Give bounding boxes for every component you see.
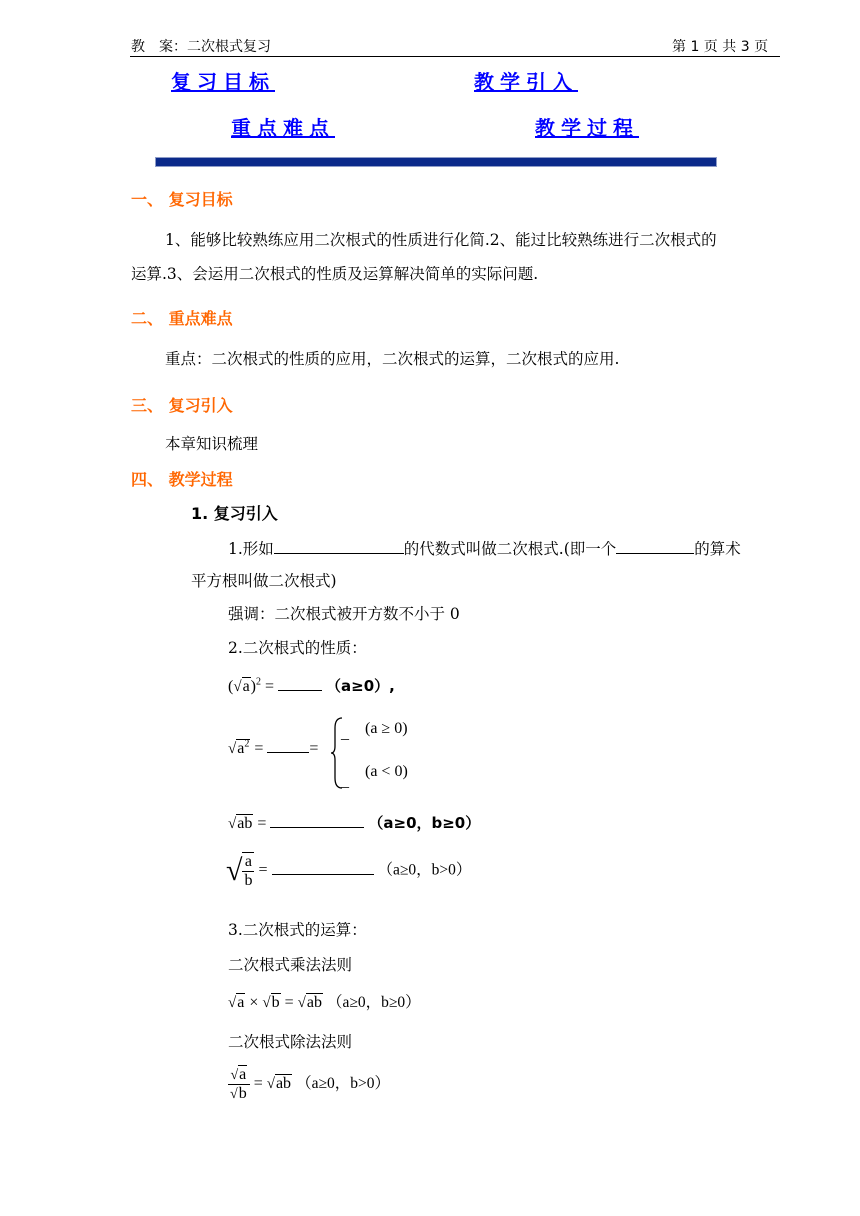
formula-sqrt-squared: $(√a)^2 = (a\ge 0)$, — [228, 676, 395, 695]
question-1-part-c: 的算术 — [694, 540, 741, 558]
answer-blank — [274, 539, 404, 554]
nav-link-key-points[interactable]: 重点难点 — [231, 116, 335, 140]
goals-text-line1: 1、能够比较熟练应用二次根式的性质进行化简.2、能过比较熟练进行二次根式的 — [165, 231, 717, 249]
header-title: 教 案：二次根式复习 — [131, 39, 271, 55]
answer-blank — [278, 676, 322, 691]
formula-sqrt-a-squared: $√a^2$ = = — [228, 738, 319, 757]
section-process-title: 四、 教学过程 — [131, 470, 233, 489]
section-goals-title: 一、 复习目标 — [131, 190, 233, 209]
question-1 — [228, 537, 741, 559]
multiplication-rule-title: 二次根式乘法法则 — [228, 956, 353, 974]
formula-3-condition: （a≥0，b≥0） — [368, 814, 481, 832]
brace-blank-1: _ — [341, 725, 349, 742]
division-condition: （a≥0，b>0） — [296, 1075, 390, 1093]
operations-title: 3.二次根式的运算： — [228, 921, 367, 939]
goals-text-line2: 运算.3、会运用二次根式的性质及运算解决简单的实际问题. — [131, 265, 539, 283]
intro-text: 本章知识梳理 — [165, 435, 259, 453]
formula-multiplication: √a × √b = √ab （a≥0，b≥0） — [228, 994, 421, 1011]
formula-4-condition: （a≥0，b>0） — [377, 861, 472, 879]
formula-sqrt-fraction: √ $\frac{a}{b}$ = （a≥0，b>0） — [226, 853, 472, 889]
header-page-number: 第 1 页 共 3 页 — [672, 39, 769, 55]
nav-link-goals[interactable]: 复习目标 — [171, 70, 275, 94]
answer-blank — [267, 738, 309, 753]
nav-link-process[interactable]: 教学过程 — [535, 116, 639, 140]
header-divider — [130, 56, 780, 57]
nav-link-intro[interactable]: 教学引入 — [474, 70, 578, 94]
formula-2-condition-2: (a < 0) — [365, 763, 408, 780]
properties-title: 2.二次根式的性质： — [228, 639, 367, 657]
answer-blank — [616, 539, 694, 554]
formula-division: $\frac{√a}{√b}$ = √ab （a≥0，b>0） — [230, 1066, 390, 1102]
answer-blank — [270, 813, 364, 828]
division-rule-title: 二次根式除法法则 — [228, 1033, 353, 1051]
answer-blank — [272, 860, 374, 875]
brace-blank-2: _ — [341, 773, 349, 790]
subsection-review: 1. 复习引入 — [191, 504, 278, 523]
question-1-continued: 平方根叫做二次根式) — [191, 572, 337, 590]
question-1-part-b: 的代数式叫做二次根式.(即一个 — [403, 540, 617, 558]
section-intro-title: 三、 复习引入 — [131, 396, 233, 415]
question-1-part-a: 1.形如 — [228, 540, 274, 558]
multiplication-condition: （a≥0，b≥0） — [326, 994, 421, 1011]
decorative-bar — [156, 158, 716, 166]
emphasis-text: 强调：二次根式被开方数不小于 0 — [228, 605, 460, 623]
key-text: 重点：二次根式的性质的应用，二次根式的运算，二次根式的应用. — [165, 350, 620, 368]
formula-sqrt-ab: √ab = （a≥0，b≥0） — [228, 814, 481, 832]
formula-2-condition-1: (a ≥ 0) — [365, 720, 408, 737]
section-key-title: 二、 重点难点 — [131, 309, 233, 328]
formula-1-condition: （a≥0）, — [326, 677, 395, 695]
